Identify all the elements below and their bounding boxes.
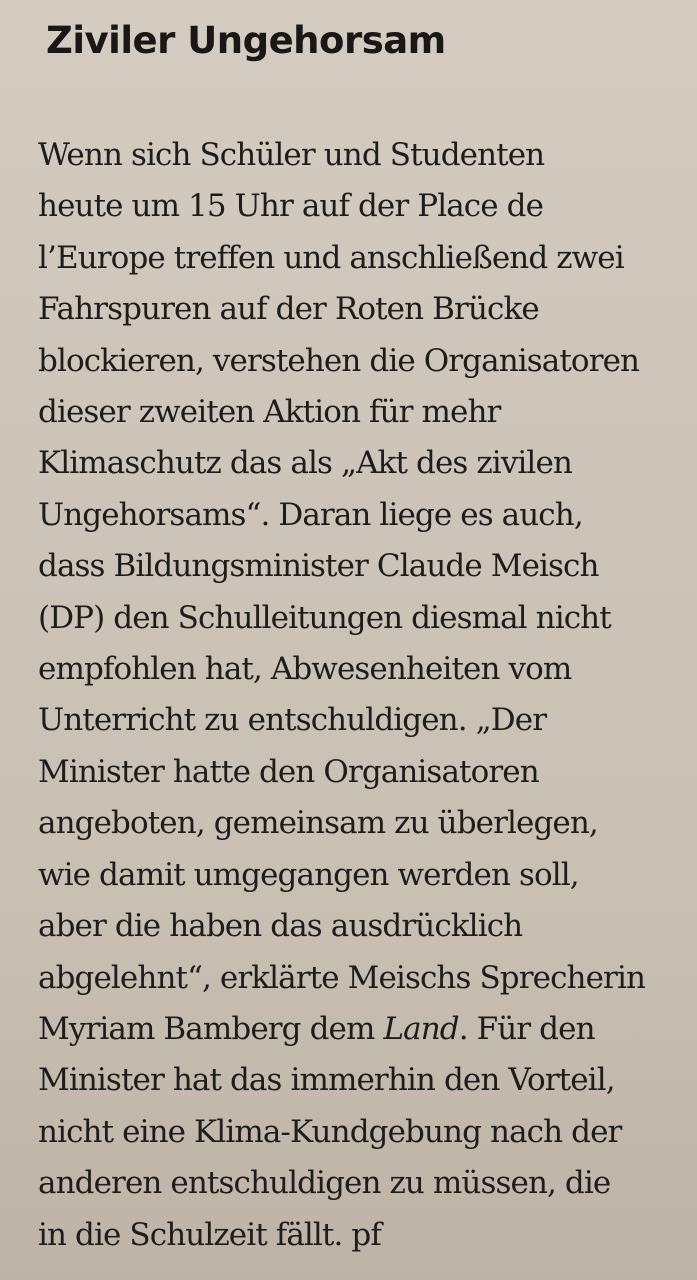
body-line: Minister hatte den Organisatoren — [38, 753, 539, 790]
body-line: Minister hat das immerhin den Vorteil, — [38, 1062, 615, 1099]
body-line: empfohlen hat, Abwesenheiten vom — [38, 651, 572, 688]
article-body — [38, 130, 677, 1261]
body-line: l’Europe treffen und anschließend zwei — [38, 239, 624, 276]
body-line: dass Bildungsminister Claude Meisch — [38, 548, 599, 585]
body-line: dieser zweiten Aktion für mehr — [38, 394, 501, 431]
body-line: Unterricht zu entschuldigen. „Der — [38, 702, 547, 739]
article-headline: Ziviler Ungehorsam — [46, 19, 446, 62]
body-line: aber die haben das ausdrücklich — [38, 908, 523, 945]
body-line: nicht eine Klima-Kundgebung nach der — [38, 1113, 622, 1150]
line-text-after: . Für den — [458, 1010, 595, 1047]
body-line: Wenn sich Schüler und Studenten — [38, 137, 545, 173]
body-line: Klimaschutz das als „Akt des zivilen — [38, 445, 572, 482]
body-line: abgelehnt“, erklärte Meischs Sprecherin — [38, 959, 646, 996]
body-line: anderen entschuldigen zu müssen, die — [38, 1165, 611, 1202]
body-line: wie damit umgegangen werden soll, — [38, 856, 579, 893]
italic-publication-name: Land — [383, 1010, 459, 1047]
body-line-with-italic — [38, 1004, 677, 1055]
body-line: angeboten, gemeinsam zu überlegen, — [38, 805, 598, 842]
body-line: Fahrspuren auf der Roten Brücke — [38, 291, 539, 328]
body-line: blockieren, verstehen die Organisatoren — [38, 342, 640, 379]
line-text-before: Myriam Bamberg dem — [38, 1010, 384, 1047]
body-line: Ungehorsams“. Daran liege es auch, — [38, 496, 583, 533]
body-line: heute um 15 Uhr auf der Place de — [38, 188, 544, 225]
body-line: (DP) den Schulleitungen diesmal nicht — [38, 599, 611, 636]
body-line: in die Schulzeit fällt. pf — [38, 1216, 381, 1253]
